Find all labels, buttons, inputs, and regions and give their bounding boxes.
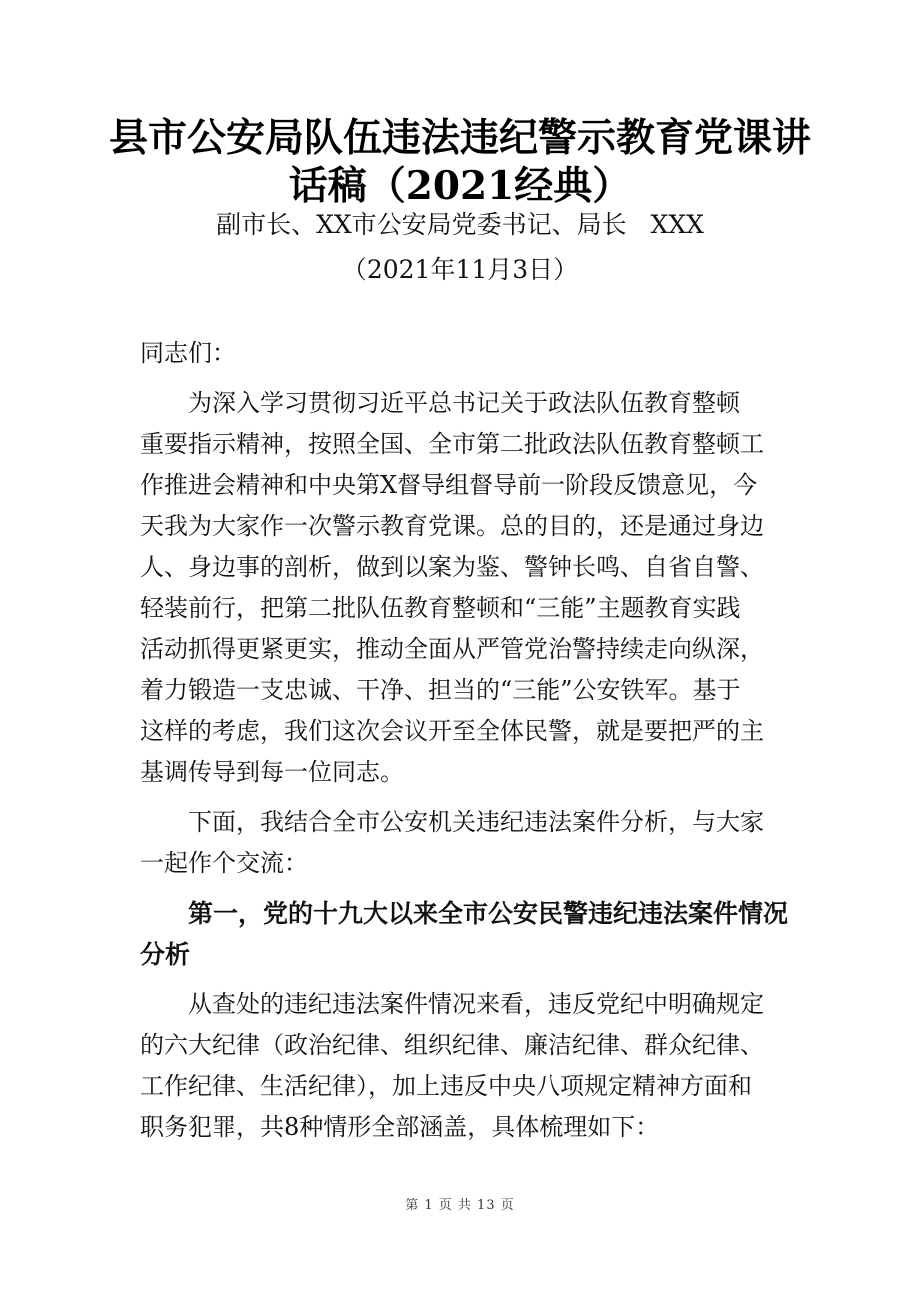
- paragraph-line: 重要指示精神，按照全国、全市第二批政法队伍教育整顿工: [140, 430, 764, 458]
- paragraph-line: 从查处的违纪违法案件情况来看，违反党纪中明确规定: [188, 990, 764, 1018]
- document-title-line-1: 县市公安局队伍违法违纪警示教育党课讲: [108, 115, 811, 161]
- document-title-line-2: 话稿（2021经典）: [288, 163, 632, 209]
- heading-line: 分析: [140, 940, 191, 969]
- paragraph-line: 为深入学习贯彻习近平总书记关于政法队伍教育整顿: [188, 389, 740, 417]
- paragraph-line: 的六大纪律（政治纪律、组织纪律、廉洁纪律、群众纪律、: [140, 1031, 764, 1059]
- paragraph-line: 活动抓得更紧更实，推动全面从严管党治警持续走向纵深，: [140, 635, 764, 663]
- paragraph-1: [140, 383, 790, 793]
- paragraph-3: [140, 984, 790, 1148]
- section-heading: [140, 893, 790, 975]
- paragraph-line: 着力锻造一支忠诚、干净、担当的“三能”公安铁军。基于: [140, 676, 741, 704]
- paragraph-line: 基调传导到每一位同志。: [140, 758, 404, 786]
- heading-line: 第一，党的十九大以来全市公安民警违纪违法案件情况: [188, 899, 789, 928]
- paragraph-2: [140, 802, 790, 884]
- paragraph-line: 这样的考虑，我们这次会议开至全体民警，就是要把严的主: [140, 717, 764, 745]
- document-body: [140, 333, 790, 1148]
- page-number: 第 1 页 共 13 页: [405, 1198, 515, 1213]
- paragraph-line: 天我为大家作一次警示教育党课。总的目的，还是通过身边: [140, 512, 764, 540]
- paragraph-line: 职务犯罪，共8种情形全部涵盖，具体梳理如下：: [140, 1113, 660, 1141]
- paragraph-line: 轻装前行，把第二批队伍教育整顿和“三能”主题教育实践: [140, 594, 741, 622]
- paragraph-line: 工作纪律、生活纪律），加上违反中央八项规定精神方面和: [140, 1072, 752, 1100]
- paragraph-line: 作推进会精神和中央第X督导组督导前一阶段反馈意见，今: [140, 471, 758, 499]
- paragraph-line: 下面，我结合全市公安机关违纪违法案件分析，与大家: [188, 808, 764, 836]
- paragraph-line: 人、身边事的剖析，做到以案为鉴、警钟长鸣、自省自警、: [140, 553, 764, 581]
- greeting: 同志们：: [140, 339, 236, 367]
- author-line: 副市长、XX市公安局党委书记、局长 XXX: [216, 210, 704, 239]
- date-line: （2021年11月3日）: [341, 255, 579, 284]
- paragraph-line: 一起作个交流：: [140, 849, 308, 877]
